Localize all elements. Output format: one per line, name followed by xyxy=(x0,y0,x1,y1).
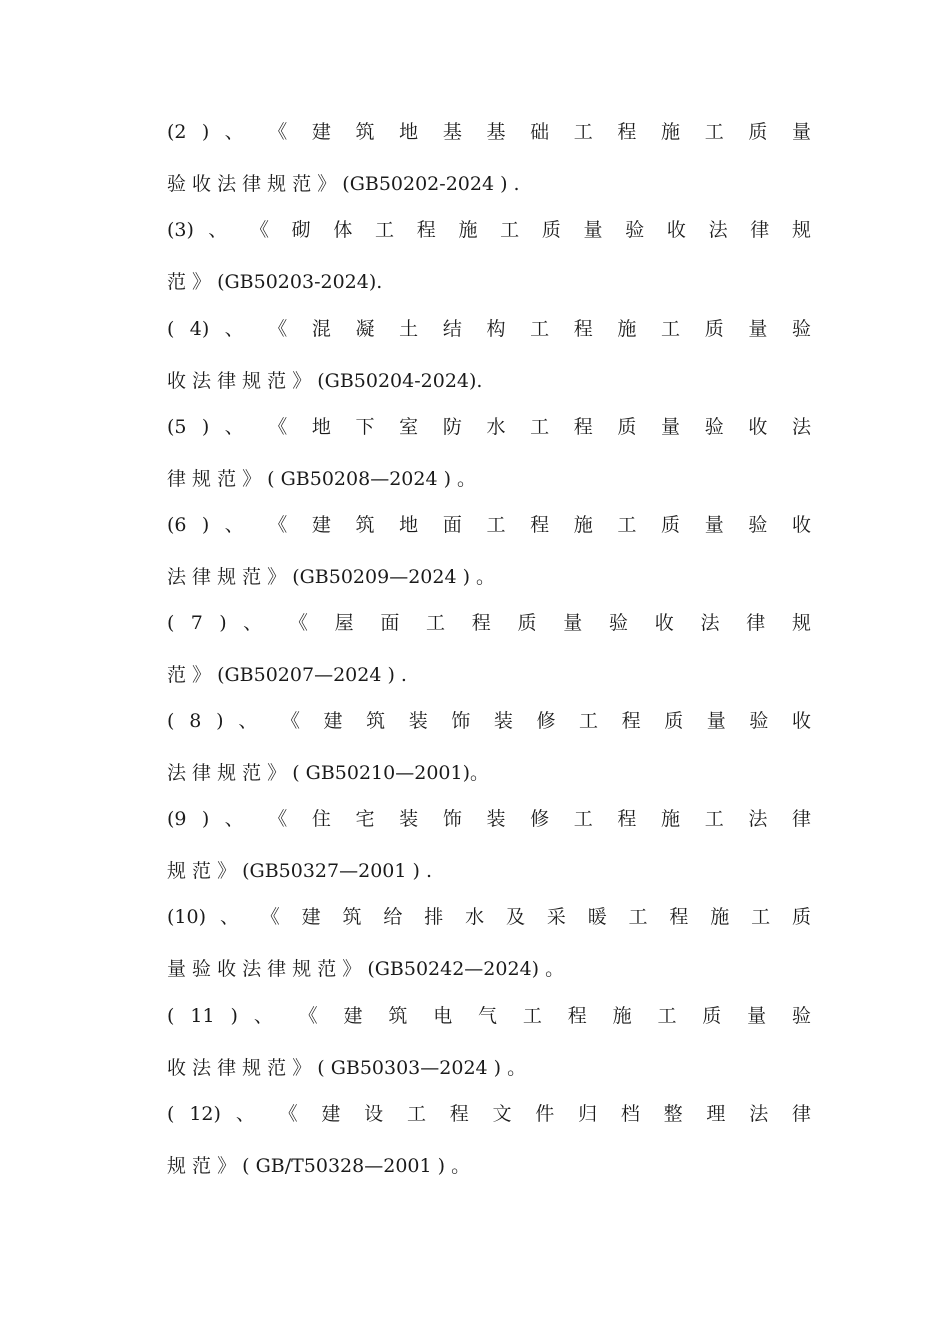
entry-line-1: (2 ) 、 《 建 筑 地 基 基 础 工 程 施 工 质 量 xyxy=(167,121,811,143)
entry-line-2: 法 律 规 范 》 ( GB50210—2001)。 xyxy=(167,762,489,784)
entry-line-2: 法 律 规 范 》 (GB50209—2024 ) 。 xyxy=(167,566,496,588)
entry-line-1: (5 ) 、 《 地 下 室 防 水 工 程 质 量 验 收 法 xyxy=(167,416,811,438)
entry-line-1: (3) 、 《 砌 体 工 程 施 工 质 量 验 收 法 律 规 xyxy=(167,219,811,241)
entry-line-1: ( 8 ) 、 《 建 筑 装 饰 装 修 工 程 质 量 验 收 xyxy=(167,710,811,732)
entry-line-1: (9 ) 、 《 住 宅 装 饰 装 修 工 程 施 工 法 律 xyxy=(167,808,811,830)
standard-entry-12 xyxy=(167,1102,811,1178)
standard-entry-10 xyxy=(167,905,811,981)
entry-line-2: 范 》 (GB50207—2024 ) . xyxy=(167,664,407,686)
entry-line-1: ( 7 ) 、 《 屋 面 工 程 质 量 验 收 法 律 规 xyxy=(167,612,811,634)
standard-entry-6 xyxy=(167,513,811,589)
entry-line-2: 验 收 法 律 规 范 》 (GB50202-2024 ) . xyxy=(167,173,520,195)
entry-line-2: 范 》 (GB50203-2024). xyxy=(167,271,383,293)
entry-line-1: ( 11 ) 、 《 建 筑 电 气 工 程 施 工 质 量 验 xyxy=(167,1005,811,1027)
standard-entry-9 xyxy=(167,807,811,883)
standard-entry-5 xyxy=(167,415,811,491)
standard-entry-7 xyxy=(167,611,811,687)
entry-line-2: 规 范 》 ( GB/T50328—2001 ) 。 xyxy=(167,1155,471,1177)
entry-line-2: 规 范 》 (GB50327—2001 ) . xyxy=(167,860,432,882)
entry-line-1: ( 4) 、 《 混 凝 土 结 构 工 程 施 工 质 量 验 xyxy=(167,318,811,340)
standard-entry-4 xyxy=(167,317,811,393)
entry-line-2: 律 规 范 》 ( GB50208—2024 ) 。 xyxy=(167,468,477,490)
standard-entry-3 xyxy=(167,218,811,294)
entry-line-1: (10) 、 《 建 筑 给 排 水 及 采 暖 工 程 施 工 质 xyxy=(167,906,811,928)
standard-entry-8 xyxy=(167,709,811,785)
entry-line-1: ( 12) 、 《 建 设 工 程 文 件 归 档 整 理 法 律 xyxy=(167,1103,811,1125)
entry-line-1: (6 ) 、 《 建 筑 地 面 工 程 施 工 质 量 验 收 xyxy=(167,514,811,536)
entry-line-2: 收 法 律 规 范 》 (GB50204-2024). xyxy=(167,370,483,392)
standard-entry-11 xyxy=(167,1004,811,1080)
entry-line-2: 量 验 收 法 律 规 范 》 (GB50242—2024) 。 xyxy=(167,958,565,980)
entry-line-2: 收 法 律 规 范 》 ( GB50303—2024 ) 。 xyxy=(167,1057,527,1079)
standard-entry-2 xyxy=(167,120,811,196)
